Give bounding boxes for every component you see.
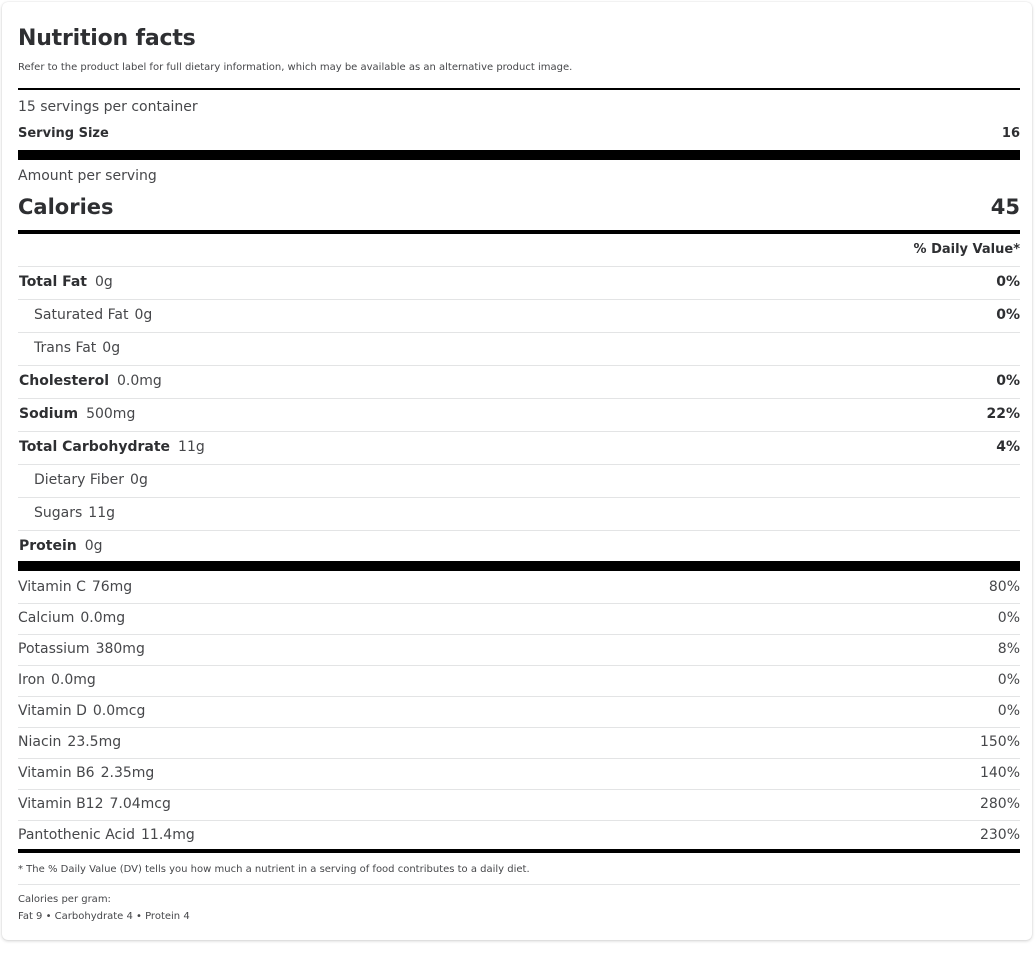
nutrient-row <box>18 266 1020 299</box>
vitamin-row <box>18 789 1020 820</box>
nutrition-card <box>2 2 1032 940</box>
vitamin-daily-value: 0% <box>997 672 1020 688</box>
page-title: Nutrition facts <box>18 26 196 51</box>
nutrient-label: Cholesterol <box>19 373 109 389</box>
nutrient-label: Sugars <box>34 505 83 521</box>
nutrient-amount: 0g <box>130 472 148 488</box>
nutrient-row <box>18 299 1020 332</box>
calories-label: Calories <box>18 195 114 219</box>
vitamin-row <box>18 696 1020 727</box>
page-subtitle: Refer to the product label for full dietary information, which may be available as an alternative product image. <box>18 62 573 73</box>
vitamin-label: Pantothenic Acid <box>18 827 136 843</box>
nutrient-label: Sodium <box>19 406 79 422</box>
vitamin-amount: 23.5mg <box>67 734 122 750</box>
nutrient-name <box>19 439 205 455</box>
vitamin-name <box>18 734 121 750</box>
vitamin-row <box>18 603 1020 634</box>
vitamin-amount: 0.0mcg <box>92 703 146 719</box>
nutrient-name <box>34 472 148 488</box>
vitamin-amount: 7.04mcg <box>109 796 171 812</box>
vitamin-name <box>18 703 145 719</box>
vitamin-daily-value: 0% <box>997 610 1020 626</box>
vitamin-daily-value: 140% <box>979 765 1020 781</box>
vitamin-row <box>18 665 1020 696</box>
nutrient-row <box>18 431 1020 464</box>
vitamin-amount: 11.4mg <box>141 827 195 843</box>
vitamin-amount: 2.35mg <box>100 765 155 781</box>
vitamin-name <box>18 672 96 688</box>
nutrient-name <box>19 274 113 290</box>
vitamin-name <box>18 796 171 812</box>
nutrient-daily-value: 4% <box>996 439 1020 455</box>
amount-per-serving: Amount per serving <box>18 168 157 184</box>
vitamin-row <box>18 727 1020 758</box>
nutrient-amount: 11g <box>88 505 115 521</box>
calories-per-gram-label: Calories per gram: <box>18 894 111 905</box>
vitamin-amount: 0.0mg <box>80 610 126 626</box>
divider-medium <box>18 230 1020 234</box>
vitamin-row <box>18 572 1020 603</box>
nutrient-name <box>19 406 135 422</box>
divider <box>18 88 1020 90</box>
vitamin-label: Calcium <box>18 610 75 626</box>
daily-value-footnote: * The % Daily Value (DV) tells you how much a nutrient in a serving of food contributes to a daily diet. <box>18 864 530 875</box>
vitamin-name <box>18 610 125 626</box>
vitamin-daily-value: 230% <box>979 827 1020 843</box>
vitamin-label: Vitamin D <box>18 703 87 719</box>
nutrient-row <box>18 497 1020 530</box>
nutrient-amount: 11g <box>178 439 205 455</box>
serving-size-label: Serving Size <box>18 126 109 141</box>
calories-value: 45 <box>990 195 1020 219</box>
vitamin-amount: 380mg <box>95 641 145 657</box>
nutrient-amount: 0g <box>102 340 121 356</box>
nutrient-amount: 0g <box>134 307 153 323</box>
nutrient-label: Saturated Fat <box>34 307 129 323</box>
nutrient-name <box>19 373 162 389</box>
vitamin-amount: 0.0mg <box>51 672 96 688</box>
vitamin-name <box>18 579 132 595</box>
nutrient-name <box>34 505 115 521</box>
vitamin-amount: 76mg <box>91 579 133 595</box>
serving-size-value: 16 <box>1001 126 1020 141</box>
vitamin-name <box>18 765 154 781</box>
vitamin-label: Vitamin C <box>18 579 86 595</box>
nutrient-daily-value: 0% <box>996 274 1020 290</box>
vitamin-name <box>18 641 145 657</box>
vitamin-daily-value: 80% <box>988 579 1020 595</box>
nutrient-name <box>34 340 120 356</box>
vitamin-row <box>18 758 1020 789</box>
vitamin-daily-value: 150% <box>979 734 1020 750</box>
divider-medium <box>18 849 1020 853</box>
nutrient-label: Total Fat <box>19 274 88 290</box>
nutrient-amount: 0g <box>84 538 103 554</box>
nutrient-daily-value: 0% <box>996 373 1020 389</box>
nutrient-row <box>18 464 1020 497</box>
serving-size-row <box>18 126 1020 146</box>
calories-per-gram-values: Fat 9 • Carbohydrate 4 • Protein 4 <box>18 911 190 922</box>
daily-value-header: % Daily Value* <box>913 242 1020 257</box>
nutrient-row <box>18 332 1020 365</box>
nutrient-amount: 500mg <box>86 406 136 422</box>
vitamin-daily-value: 0% <box>997 703 1020 719</box>
nutrient-label: Trans Fat <box>34 340 97 356</box>
divider-thick <box>18 150 1020 160</box>
nutrient-row <box>18 530 1020 563</box>
vitamin-daily-value: 280% <box>979 796 1020 812</box>
divider-hairline <box>18 884 1020 885</box>
calories-row <box>18 195 1020 225</box>
divider-thick <box>18 561 1020 571</box>
nutrient-row <box>18 365 1020 398</box>
nutrient-daily-value: 0% <box>996 307 1020 323</box>
nutrient-daily-value: 22% <box>986 406 1020 422</box>
nutrient-label: Protein <box>19 538 77 554</box>
nutrient-amount: 0.0mg <box>117 373 162 389</box>
vitamin-label: Potassium <box>18 641 90 657</box>
nutrient-row <box>18 398 1020 431</box>
vitamin-label: Niacin <box>18 734 62 750</box>
nutrient-label: Dietary Fiber <box>34 472 125 488</box>
vitamin-label: Vitamin B12 <box>18 796 104 812</box>
nutrient-label: Total Carbohydrate <box>19 439 171 455</box>
nutrient-amount: 0g <box>95 274 113 290</box>
servings-per-container: 15 servings per container <box>18 99 198 115</box>
vitamin-row <box>18 634 1020 665</box>
nutrient-name <box>19 538 103 554</box>
vitamin-label: Vitamin B6 <box>18 765 95 781</box>
vitamin-daily-value: 8% <box>997 641 1020 657</box>
vitamin-name <box>18 827 195 843</box>
nutrient-name <box>34 307 152 323</box>
vitamin-label: Iron <box>18 672 46 688</box>
vitamin-row <box>18 820 1020 851</box>
